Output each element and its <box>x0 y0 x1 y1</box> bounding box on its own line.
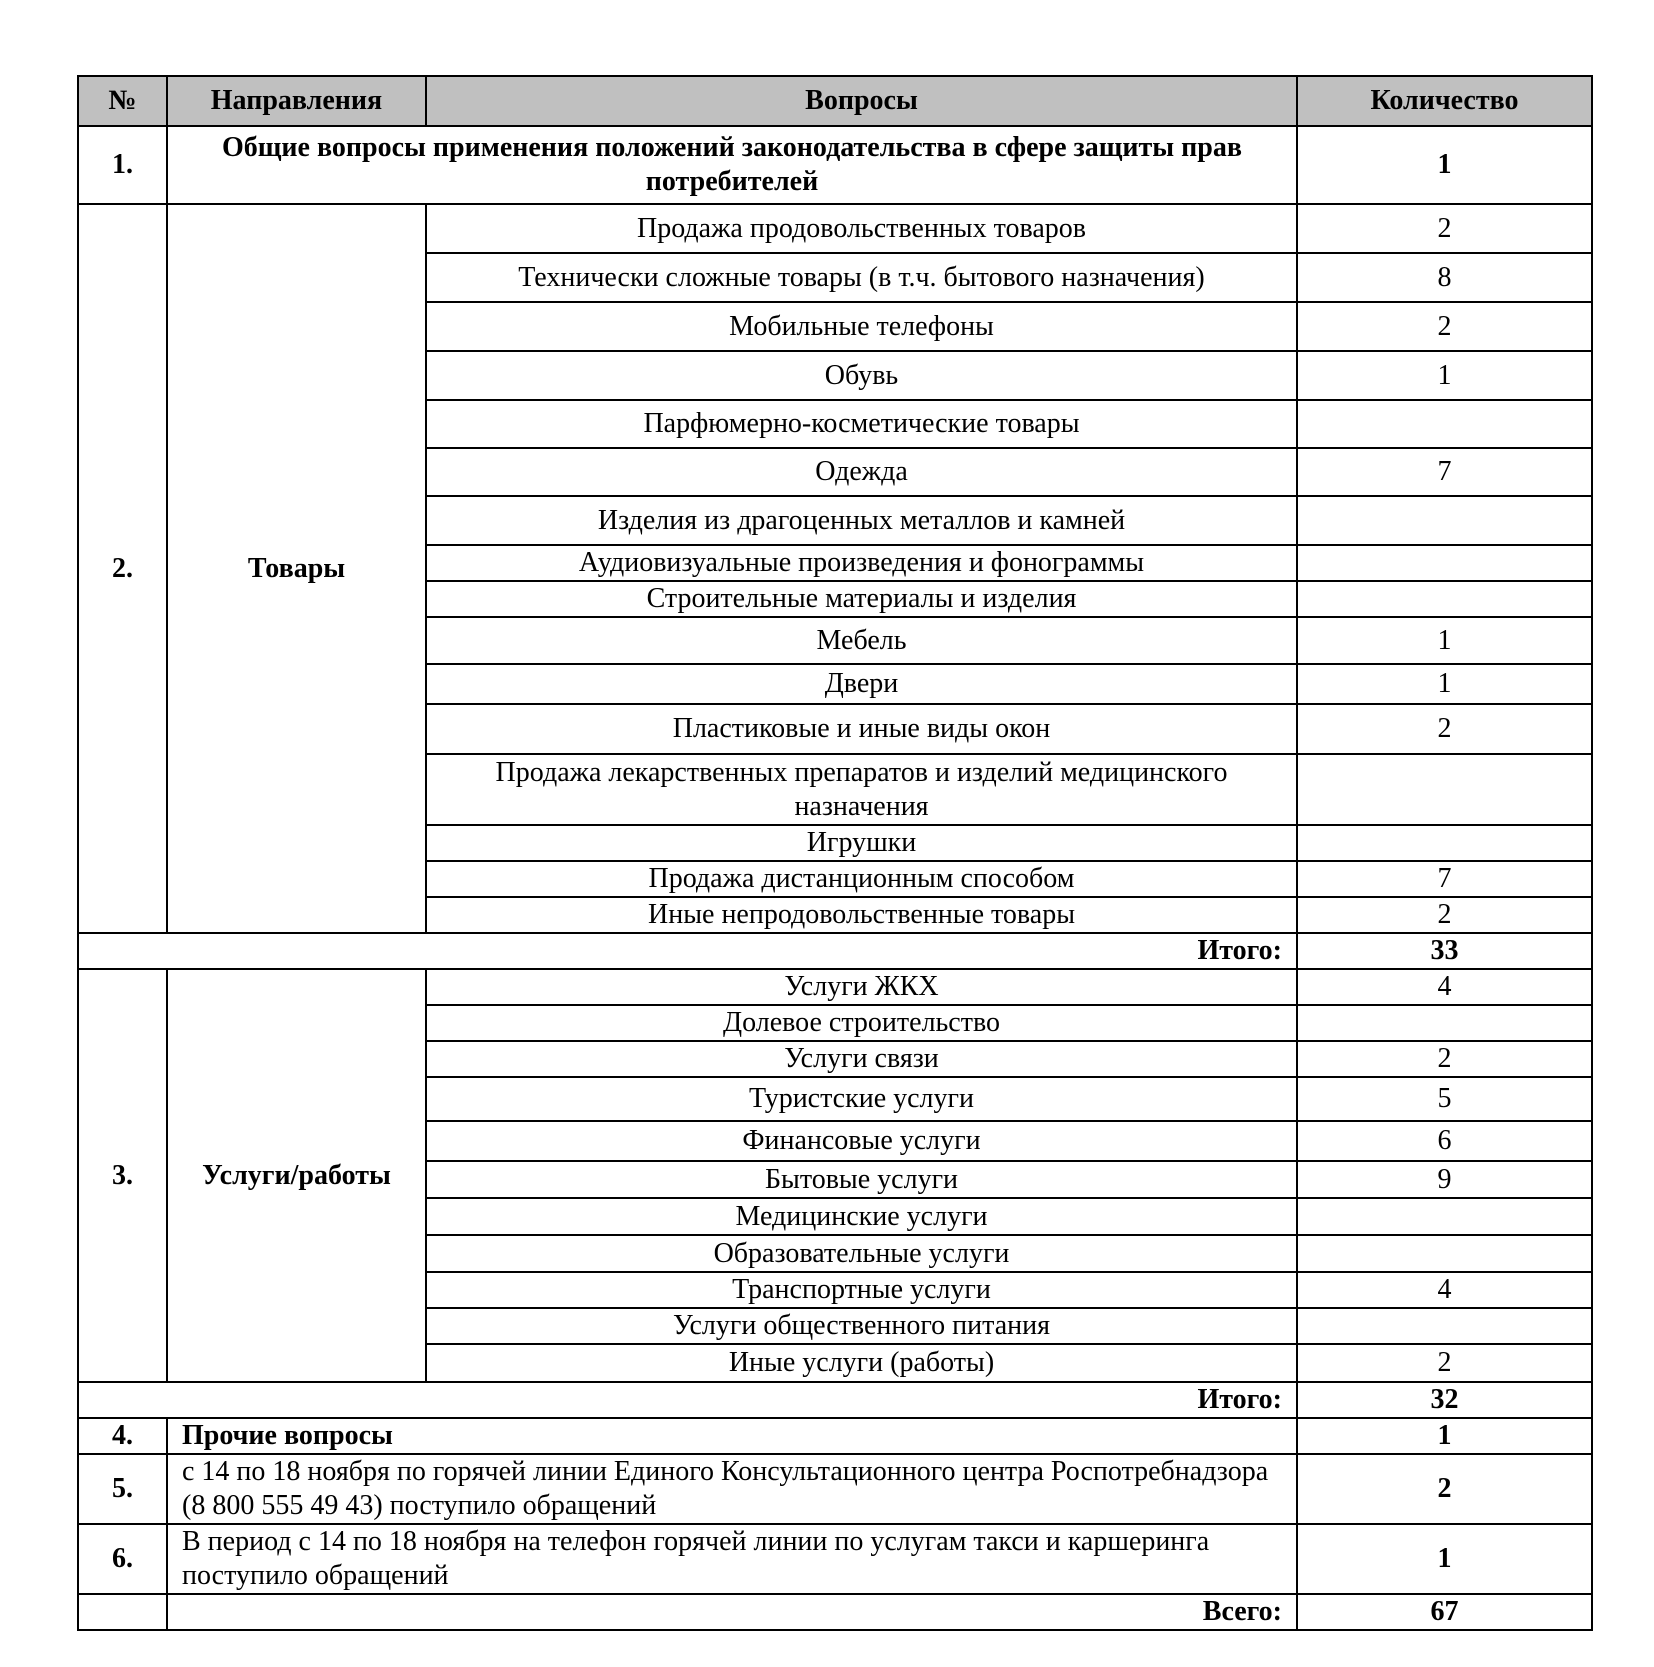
question-cell: Услуги общественного питания <box>426 1308 1297 1344</box>
services-total-row <box>78 1382 1592 1418</box>
consumer-questions-table <box>77 75 1593 1631</box>
grand-total-value: 67 <box>1297 1594 1592 1630</box>
row-num: 4. <box>78 1418 167 1454</box>
count-cell: 2 <box>1297 897 1592 933</box>
count-cell: 6 <box>1297 1121 1592 1161</box>
row-text: с 14 по 18 ноября по горячей линии Единого Консультационного центра Роспотребнадзора (8 800 555 49 43) поступило обращений <box>167 1454 1297 1524</box>
question-cell: Парфюмерно-косметические товары <box>426 400 1297 448</box>
goods-item-row <box>78 204 1592 253</box>
subtotal-value: 32 <box>1297 1382 1592 1418</box>
question-cell: Транспортные услуги <box>426 1272 1297 1308</box>
count-cell <box>1297 1005 1592 1041</box>
count-cell: 7 <box>1297 861 1592 897</box>
header-questions: Вопросы <box>426 76 1297 126</box>
question-cell: Продажа лекарственных препаратов и изделий медицинского назначения <box>426 754 1297 825</box>
question-cell: Игрушки <box>426 825 1297 861</box>
question-cell: Пластиковые и иные виды окон <box>426 704 1297 754</box>
count-cell <box>1297 581 1592 617</box>
goods-num: 2. <box>78 204 167 933</box>
grand-total-row <box>78 1594 1592 1630</box>
header-count: Количество <box>1297 76 1592 126</box>
count-cell: 2 <box>1297 302 1592 351</box>
question-cell: Продажа дистанционным способом <box>426 861 1297 897</box>
count-cell <box>1297 825 1592 861</box>
empty-cell <box>78 1594 167 1630</box>
count-cell: 5 <box>1297 1077 1592 1121</box>
header-direction: Направления <box>167 76 426 126</box>
question-cell: Услуги связи <box>426 1041 1297 1077</box>
subtotal-value: 33 <box>1297 933 1592 969</box>
question-cell: Изделия из драгоценных металлов и камней <box>426 496 1297 545</box>
question-cell: Иные услуги (работы) <box>426 1344 1297 1382</box>
subtotal-label: Итого: <box>78 1382 1297 1418</box>
header-row <box>78 76 1592 126</box>
services-num: 3. <box>78 969 167 1382</box>
count-cell: 1 <box>1297 664 1592 704</box>
question-cell: Образовательные услуги <box>426 1235 1297 1272</box>
question-cell: Мебель <box>426 617 1297 664</box>
row-text: В период с 14 по 18 ноября на телефон горячей линии по услугам такси и каршеринга поступило обращений <box>167 1524 1297 1594</box>
row-count: 1 <box>1297 126 1592 204</box>
question-cell: Строительные материалы и изделия <box>426 581 1297 617</box>
question-cell: Одежда <box>426 448 1297 496</box>
row-text: Прочие вопросы <box>167 1418 1297 1454</box>
count-cell <box>1297 545 1592 581</box>
count-cell: 2 <box>1297 1344 1592 1382</box>
question-cell: Иные непродовольственные товары <box>426 897 1297 933</box>
count-cell: 2 <box>1297 1041 1592 1077</box>
direction-services: Услуги/работы <box>167 969 426 1382</box>
question-cell: Продажа продовольственных товаров <box>426 204 1297 253</box>
question-cell: Двери <box>426 664 1297 704</box>
row-count: 2 <box>1297 1454 1592 1524</box>
row-hotline-center <box>78 1454 1592 1524</box>
row-other-questions <box>78 1418 1592 1454</box>
goods-total-row <box>78 933 1592 969</box>
count-cell: 1 <box>1297 617 1592 664</box>
question-cell: Долевое строительство <box>426 1005 1297 1041</box>
row-general <box>78 126 1592 204</box>
count-cell: 8 <box>1297 253 1592 302</box>
row-taxi-hotline <box>78 1524 1592 1594</box>
question-cell: Обувь <box>426 351 1297 400</box>
count-cell <box>1297 1235 1592 1272</box>
row-num: 6. <box>78 1524 167 1594</box>
question-cell: Медицинские услуги <box>426 1198 1297 1235</box>
question-cell: Технически сложные товары (в т.ч. бытового назначения) <box>426 253 1297 302</box>
row-text: Общие вопросы применения положений законодательства в сфере защиты прав потребителей <box>167 126 1297 204</box>
services-item-row <box>78 969 1592 1005</box>
count-cell: 2 <box>1297 204 1592 253</box>
count-cell <box>1297 400 1592 448</box>
count-cell <box>1297 754 1592 825</box>
row-num: 5. <box>78 1454 167 1524</box>
count-cell: 2 <box>1297 704 1592 754</box>
count-cell: 4 <box>1297 1272 1592 1308</box>
count-cell <box>1297 1198 1592 1235</box>
question-cell: Бытовые услуги <box>426 1161 1297 1198</box>
count-cell <box>1297 1308 1592 1344</box>
question-cell: Аудиовизуальные произведения и фонограммы <box>426 545 1297 581</box>
question-cell: Мобильные телефоны <box>426 302 1297 351</box>
question-cell: Финансовые услуги <box>426 1121 1297 1161</box>
question-cell: Туристские услуги <box>426 1077 1297 1121</box>
count-cell: 1 <box>1297 351 1592 400</box>
count-cell <box>1297 496 1592 545</box>
row-num: 1. <box>78 126 167 204</box>
row-count: 1 <box>1297 1418 1592 1454</box>
header-num: № <box>78 76 167 126</box>
count-cell: 4 <box>1297 969 1592 1005</box>
count-cell: 7 <box>1297 448 1592 496</box>
question-cell: Услуги ЖКХ <box>426 969 1297 1005</box>
count-cell: 9 <box>1297 1161 1592 1198</box>
direction-goods: Товары <box>167 204 426 933</box>
grand-total-label: Всего: <box>167 1594 1297 1630</box>
row-count: 1 <box>1297 1524 1592 1594</box>
subtotal-label: Итого: <box>78 933 1297 969</box>
